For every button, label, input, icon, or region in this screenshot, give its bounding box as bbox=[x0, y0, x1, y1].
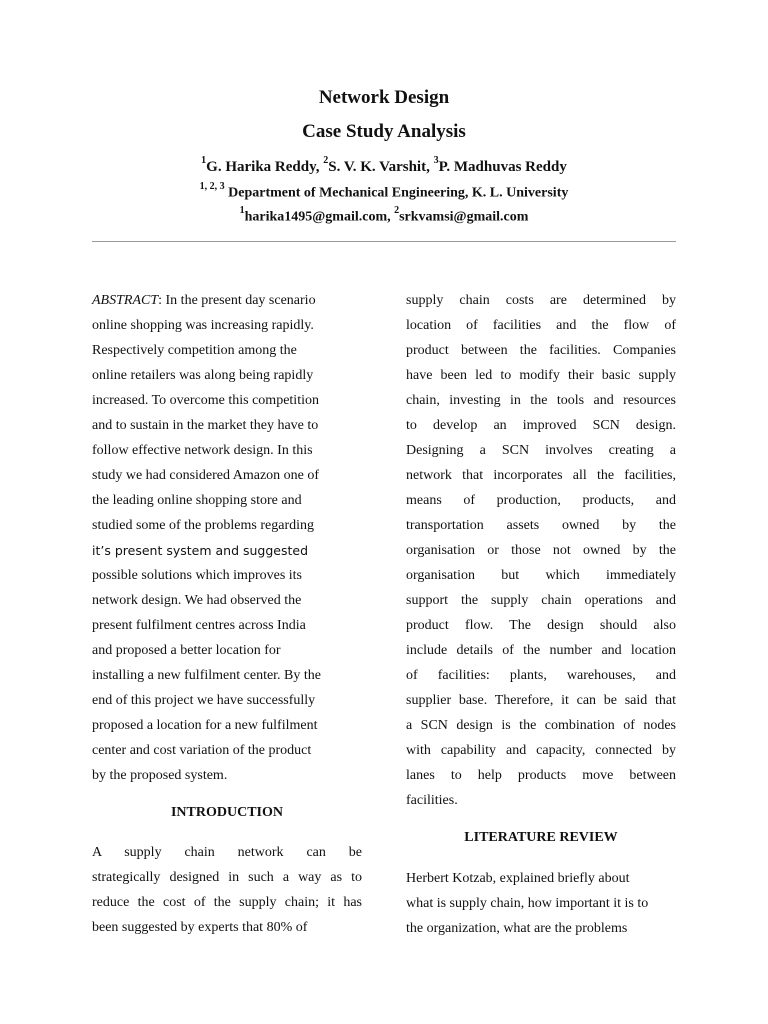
abstract-line: center and cost variation of the product bbox=[92, 743, 312, 758]
body-line: chain, investing in the tools and resources bbox=[406, 393, 676, 408]
abstract-line: the leading online shopping store and bbox=[92, 493, 302, 508]
abstract-line: network design. We had observed the bbox=[92, 593, 302, 608]
body-line: support the supply chain operations and bbox=[406, 593, 676, 608]
affiliation-superscript: 1, 2, 3 bbox=[199, 181, 225, 192]
body-line: organisation or those not owned by the bbox=[406, 543, 676, 558]
body-line: lanes to help products move between bbox=[406, 768, 676, 783]
author-2-superscript: 2 bbox=[323, 155, 329, 166]
author-3: P. Madhuvas Reddy bbox=[438, 159, 567, 175]
introduction-line: reduce the cost of the supply chain; it has bbox=[92, 895, 362, 910]
abstract-line: present fulfilment centres across India bbox=[92, 618, 306, 633]
abstract-line: follow effective network design. In this bbox=[92, 443, 313, 458]
literature-line: what is supply chain, how important it is to bbox=[406, 896, 649, 911]
body-line: product between the facilities. Companies bbox=[406, 343, 676, 358]
abstract-label: ABSTRACT bbox=[92, 293, 159, 308]
body-line: means of production, products, and bbox=[406, 493, 676, 508]
email-line bbox=[0, 202, 768, 229]
abstract-line: possible solutions which improves its bbox=[92, 568, 302, 583]
body-line: network that incorporates all the facilities, bbox=[406, 468, 676, 483]
abstract-line: online retailers was along being rapidly bbox=[92, 368, 314, 383]
body-line: to develop an improved SCN design. bbox=[406, 418, 676, 433]
body-line: supply chain costs are determined by bbox=[406, 293, 676, 308]
abstract-line: online shopping was increasing rapidly. bbox=[92, 318, 314, 333]
author-1: G. Harika Reddy, bbox=[206, 159, 324, 175]
abstract-section bbox=[92, 288, 362, 788]
abstract-line: Respectively competition among the bbox=[92, 343, 297, 358]
literature-line: the organization, what are the problems bbox=[406, 921, 628, 936]
abstract-line: proposed a location for a new fulfilment bbox=[92, 718, 318, 733]
body-line: facilities. bbox=[406, 793, 458, 808]
literature-review-heading: LITERATURE REVIEW bbox=[464, 830, 618, 845]
introduction-body bbox=[92, 840, 362, 940]
affiliation-line bbox=[0, 178, 768, 205]
author-line bbox=[0, 152, 768, 178]
body-line: have been led to modify their basic supply bbox=[406, 368, 676, 383]
body-line: product flow. The design should also bbox=[406, 618, 676, 633]
abstract-line: ABSTRACT: In the present day scenario bbox=[92, 293, 316, 308]
right-column-body bbox=[406, 288, 676, 813]
body-line: location of facilities and the flow of bbox=[406, 318, 676, 333]
author-3-superscript: 3 bbox=[433, 155, 439, 166]
abstract-line: increased. To overcome this competition bbox=[92, 393, 319, 408]
abstract-line: installing a new fulfilment center. By the bbox=[92, 668, 321, 683]
affiliation-text: Department of Mechanical Engineering, K. L. University bbox=[228, 185, 569, 201]
body-line: Designing a SCN involves creating a bbox=[406, 443, 676, 458]
header-divider bbox=[92, 241, 676, 242]
abstract-line: study we had considered Amazon one of bbox=[92, 468, 320, 483]
paper-title: Network Design bbox=[318, 87, 450, 108]
abstract-line: end of this project we have successfully bbox=[92, 693, 316, 708]
email-2: srkvamsi@gmail.com bbox=[399, 209, 529, 225]
body-line: supplier base. Therefore, it can be said that bbox=[406, 693, 676, 708]
literature-line: Herbert Kotzab, explained briefly about bbox=[406, 871, 630, 886]
body-line: of facilities: plants, warehouses, and bbox=[406, 668, 676, 683]
introduction-line: strategically designed in such a way as to bbox=[92, 870, 362, 885]
introduction-heading: INTRODUCTION bbox=[170, 805, 283, 820]
abstract-line: and proposed a better location for bbox=[92, 643, 281, 658]
abstract-line: by the proposed system. bbox=[92, 768, 228, 783]
abstract-line: studied some of the problems regarding bbox=[92, 518, 315, 533]
email-2-superscript: 2 bbox=[394, 205, 400, 216]
body-line: with capability and capacity, connected by bbox=[406, 743, 676, 758]
body-line: a SCN design is the combination of nodes bbox=[406, 718, 676, 733]
introduction-line: been suggested by experts that 80% of bbox=[92, 920, 308, 935]
author-2: S. V. K. Varshit, bbox=[328, 159, 434, 175]
body-line: organisation but which immediately bbox=[406, 568, 676, 583]
paper-subtitle: Case Study Analysis bbox=[302, 121, 466, 142]
email-1: harika1495@gmail.com, bbox=[244, 209, 395, 225]
body-line: include details of the number and location bbox=[406, 643, 676, 658]
literature-review-body bbox=[406, 866, 676, 941]
abstract-line: it’s present system and suggested bbox=[92, 543, 309, 558]
introduction-line: A supply chain network can be bbox=[92, 845, 362, 860]
author-1-superscript: 1 bbox=[201, 155, 207, 166]
abstract-line: and to sustain in the market they have to bbox=[92, 418, 319, 433]
email-1-superscript: 1 bbox=[239, 205, 245, 216]
body-line: transportation assets owned by the bbox=[406, 518, 676, 533]
